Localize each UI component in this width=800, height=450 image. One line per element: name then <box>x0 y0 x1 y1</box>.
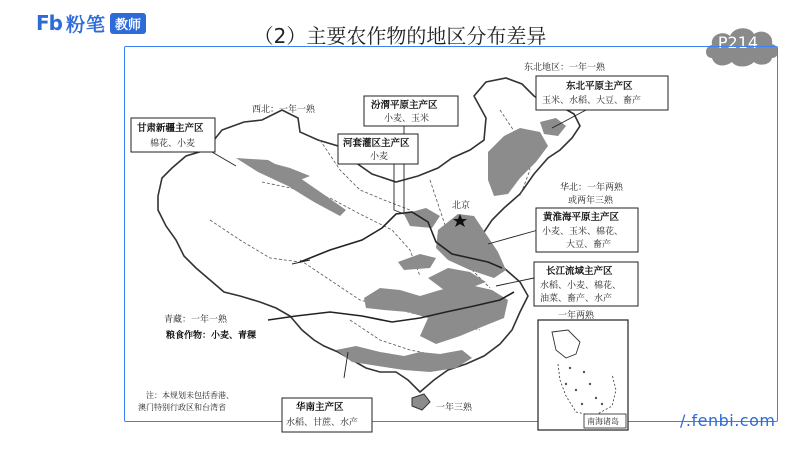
hainan-island <box>412 394 430 410</box>
area-crops-yangtze-1: 水稻、小麦、棉花、 <box>540 281 622 291</box>
region-northwest: 西北：一年一熟 <box>252 105 316 115</box>
region-two-harvest: 一年两熟 <box>558 311 595 321</box>
area-crops-south: 水稻、甘蔗、水产 <box>286 418 359 428</box>
area-crops-hetao: 小麦 <box>370 152 389 162</box>
region-north-china: 华北：一年两熟 <box>560 183 624 193</box>
south-china-sea-inset <box>538 320 628 430</box>
slide-title: （2）主要农作物的地区分布差异 <box>253 24 547 48</box>
area-crops-yangtze-2: 油菜、畜产、水产 <box>540 294 613 304</box>
region-tibet: 青藏：一年一熟 <box>164 315 228 325</box>
area-label-northeast: 东北平原主产区 <box>566 81 633 92</box>
region-tibet-crops: 粮食作物：小麦、青稞 <box>166 331 257 341</box>
area-crops-fenwei: 小麦、玉米 <box>384 114 430 124</box>
logo-text: 粉笔 <box>65 13 106 36</box>
area-label-huanghuaihai: 黄淮海平原主产区 <box>543 212 620 223</box>
area-label-south: 华南主产区 <box>296 402 344 413</box>
capital-label: 北京 <box>452 201 471 211</box>
logo-badge: 教师 <box>110 13 146 34</box>
area-label-yangtze: 长江流域主产区 <box>546 266 613 277</box>
website-url: /.fenbi.com <box>680 411 776 430</box>
note-line-1: 注：本规划未包括香港、 <box>146 391 234 400</box>
region-north-china-2: 或两年三熟 <box>568 196 614 206</box>
area-crops-northeast: 玉米、水稻、大豆、畜产 <box>542 96 642 106</box>
area-crops-huanghuaihai-2: 大豆、畜产 <box>566 240 612 250</box>
area-label-hetao: 河套灌区主产区 <box>343 138 410 149</box>
region-three-harvest: 一年三熟 <box>436 403 473 413</box>
inset-label: 南海诸岛 <box>587 417 619 426</box>
area-crops-huanghuaihai-1: 小麦、玉米、棉花、 <box>542 227 624 237</box>
area-label-fenwei: 汾渭平原主产区 <box>371 100 438 111</box>
page-number: P214 <box>717 33 759 52</box>
area-crops-gansu-xinjiang: 棉花、小麦 <box>150 139 196 149</box>
note-line-2: 澳门特别行政区和台湾省 <box>138 403 226 412</box>
area-label-gansu-xinjiang: 甘肃新疆主产区 <box>137 123 204 134</box>
logo-mark: Fb <box>36 11 62 35</box>
region-northeast: 东北地区：一年一熟 <box>524 63 606 73</box>
